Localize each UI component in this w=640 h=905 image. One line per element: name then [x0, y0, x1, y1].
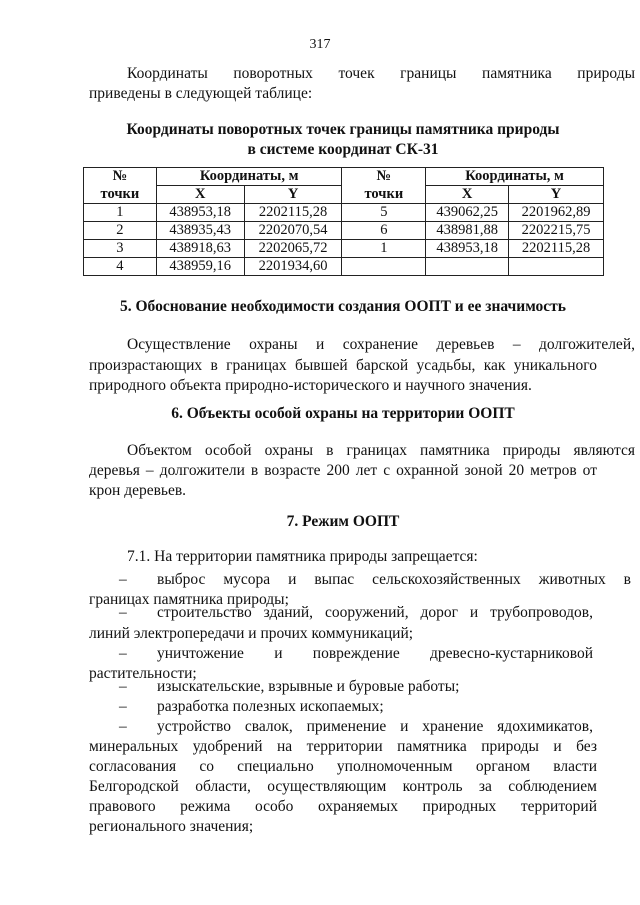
cell-x: 438953,18 — [156, 204, 244, 222]
section-6-line-2: деревья – долгожители в возрасте 200 лет с охранной зоной 20 метров от — [89, 462, 597, 479]
cell-point: 1 — [342, 240, 426, 258]
bullet-dash: – — [119, 678, 127, 695]
section-6-heading: 6. Объекты особой охраны на территории ООПТ — [171, 405, 515, 422]
list-item-text: уничтожение и повреждение древесно-кустарниковой — [157, 645, 593, 662]
list-item — [85, 697, 631, 718]
intro-line-2: приведены в следующей таблице: — [89, 85, 313, 102]
table-header-row-1 — [84, 168, 604, 186]
cell-y: 2202115,28 — [509, 240, 604, 258]
cell-x: 438918,63 — [156, 240, 244, 258]
list-item-cont: границах памятника природы; — [89, 591, 289, 608]
list-item — [85, 644, 593, 665]
list-item-cont: регионального значения; — [89, 818, 254, 835]
cell-y: 2202115,28 — [244, 204, 342, 222]
bullet-dash: – — [119, 698, 127, 715]
cell-point: 3 — [84, 240, 157, 258]
header-x-left: X — [156, 186, 244, 204]
cell-y: 2202215,75 — [509, 222, 604, 240]
bullet-dash: – — [119, 604, 127, 621]
list-item-cont: минеральных удобрений на территории памятника природы и без — [89, 738, 597, 755]
header-y-left: Y — [244, 186, 342, 204]
list-item-cont: растительности; — [89, 665, 197, 682]
list-item — [85, 603, 593, 624]
table-title-line-1: Координаты поворотных точек границы памятника природы — [126, 121, 560, 138]
list-item — [85, 677, 631, 698]
bullet-dash: – — [119, 571, 127, 588]
cell-x: 438981,88 — [426, 222, 509, 240]
list-item — [85, 570, 631, 591]
cell-y: 2202070,54 — [244, 222, 342, 240]
list-item-text: выброс мусора и выпас сельскохозяйственных животных в — [157, 571, 631, 588]
intro-line-1: Координаты поворотных точек границы памятника природы — [127, 65, 635, 82]
header-x-right: X — [426, 186, 509, 204]
list-item — [85, 717, 593, 738]
header-y-right: Y — [509, 186, 604, 204]
section-5-line-2: произрастающих в границах бывшей барской усадьбы, как уникального — [89, 357, 597, 374]
section-6-line-1: Объектом особой охраны в границах памятника природы являются — [127, 442, 635, 459]
cell-y: 2202065,72 — [244, 240, 342, 258]
cell-point — [342, 258, 426, 276]
header-point-label: точки — [84, 186, 157, 204]
table-title — [89, 120, 597, 160]
cell-x: 439062,25 — [426, 204, 509, 222]
section-6-line-3: крон деревьев. — [89, 482, 187, 499]
list-item-text: устройство свалок, применение и хранение ядохимикатов, — [157, 718, 593, 735]
section-7-heading: 7. Режим ООПТ — [286, 513, 400, 530]
cell-x — [426, 258, 509, 276]
bullet-dash: – — [119, 718, 127, 735]
list-item-cont: Белгородской области, осуществляющим контроль за соблюдением — [89, 778, 597, 795]
header-point-no: № — [84, 168, 157, 186]
section-7-intro: 7.1. На территории памятника природы запрещается: — [127, 548, 478, 565]
cell-y — [509, 258, 604, 276]
table-header-row-2 — [84, 186, 604, 204]
cell-point: 6 — [342, 222, 426, 240]
cell-y: 2201962,89 — [509, 204, 604, 222]
header-point-label-right: точки — [342, 186, 426, 204]
cell-y: 2201934,60 — [244, 258, 342, 276]
header-coords-right: Координаты, м — [426, 168, 604, 186]
table-row — [84, 222, 604, 240]
page-number: 317 — [309, 37, 331, 52]
cell-x: 438959,16 — [156, 258, 244, 276]
table-row — [84, 204, 604, 222]
list-item-text: разработка полезных ископаемых; — [157, 698, 384, 715]
cell-point: 5 — [342, 204, 426, 222]
list-item-cont: линий электропередачи и прочих коммуникаций; — [89, 625, 414, 642]
cell-point: 1 — [84, 204, 157, 222]
cell-point: 4 — [84, 258, 157, 276]
list-item-cont: правового режима особо охраняемых природных территорий — [89, 798, 597, 815]
list-item-cont: согласования со специально уполномоченным органом власти — [89, 758, 597, 775]
header-coords-left: Координаты, м — [156, 168, 342, 186]
section-5-heading: 5. Обоснование необходимости создания ООПТ и ее значимость — [120, 298, 566, 315]
list-item-text: строительство зданий, сооружений, дорог и трубопроводов, — [157, 604, 593, 621]
section-5-line-3: природного объекта природно-исторического и научного значения. — [89, 377, 532, 394]
cell-point: 2 — [84, 222, 157, 240]
header-point-no-right: № — [342, 168, 426, 186]
section-5-line-1: Осуществление охраны и сохранение деревьев – долгожителей, — [127, 336, 635, 353]
bullet-dash: – — [119, 645, 127, 662]
cell-x: 438953,18 — [426, 240, 509, 258]
table-row — [84, 258, 604, 276]
cell-x: 438935,43 — [156, 222, 244, 240]
table-row — [84, 240, 604, 258]
table-title-line-2: в системе координат СК-31 — [247, 141, 439, 158]
coordinates-table — [83, 167, 604, 276]
list-item-text: изыскательские, взрывные и буровые работы; — [157, 678, 460, 695]
